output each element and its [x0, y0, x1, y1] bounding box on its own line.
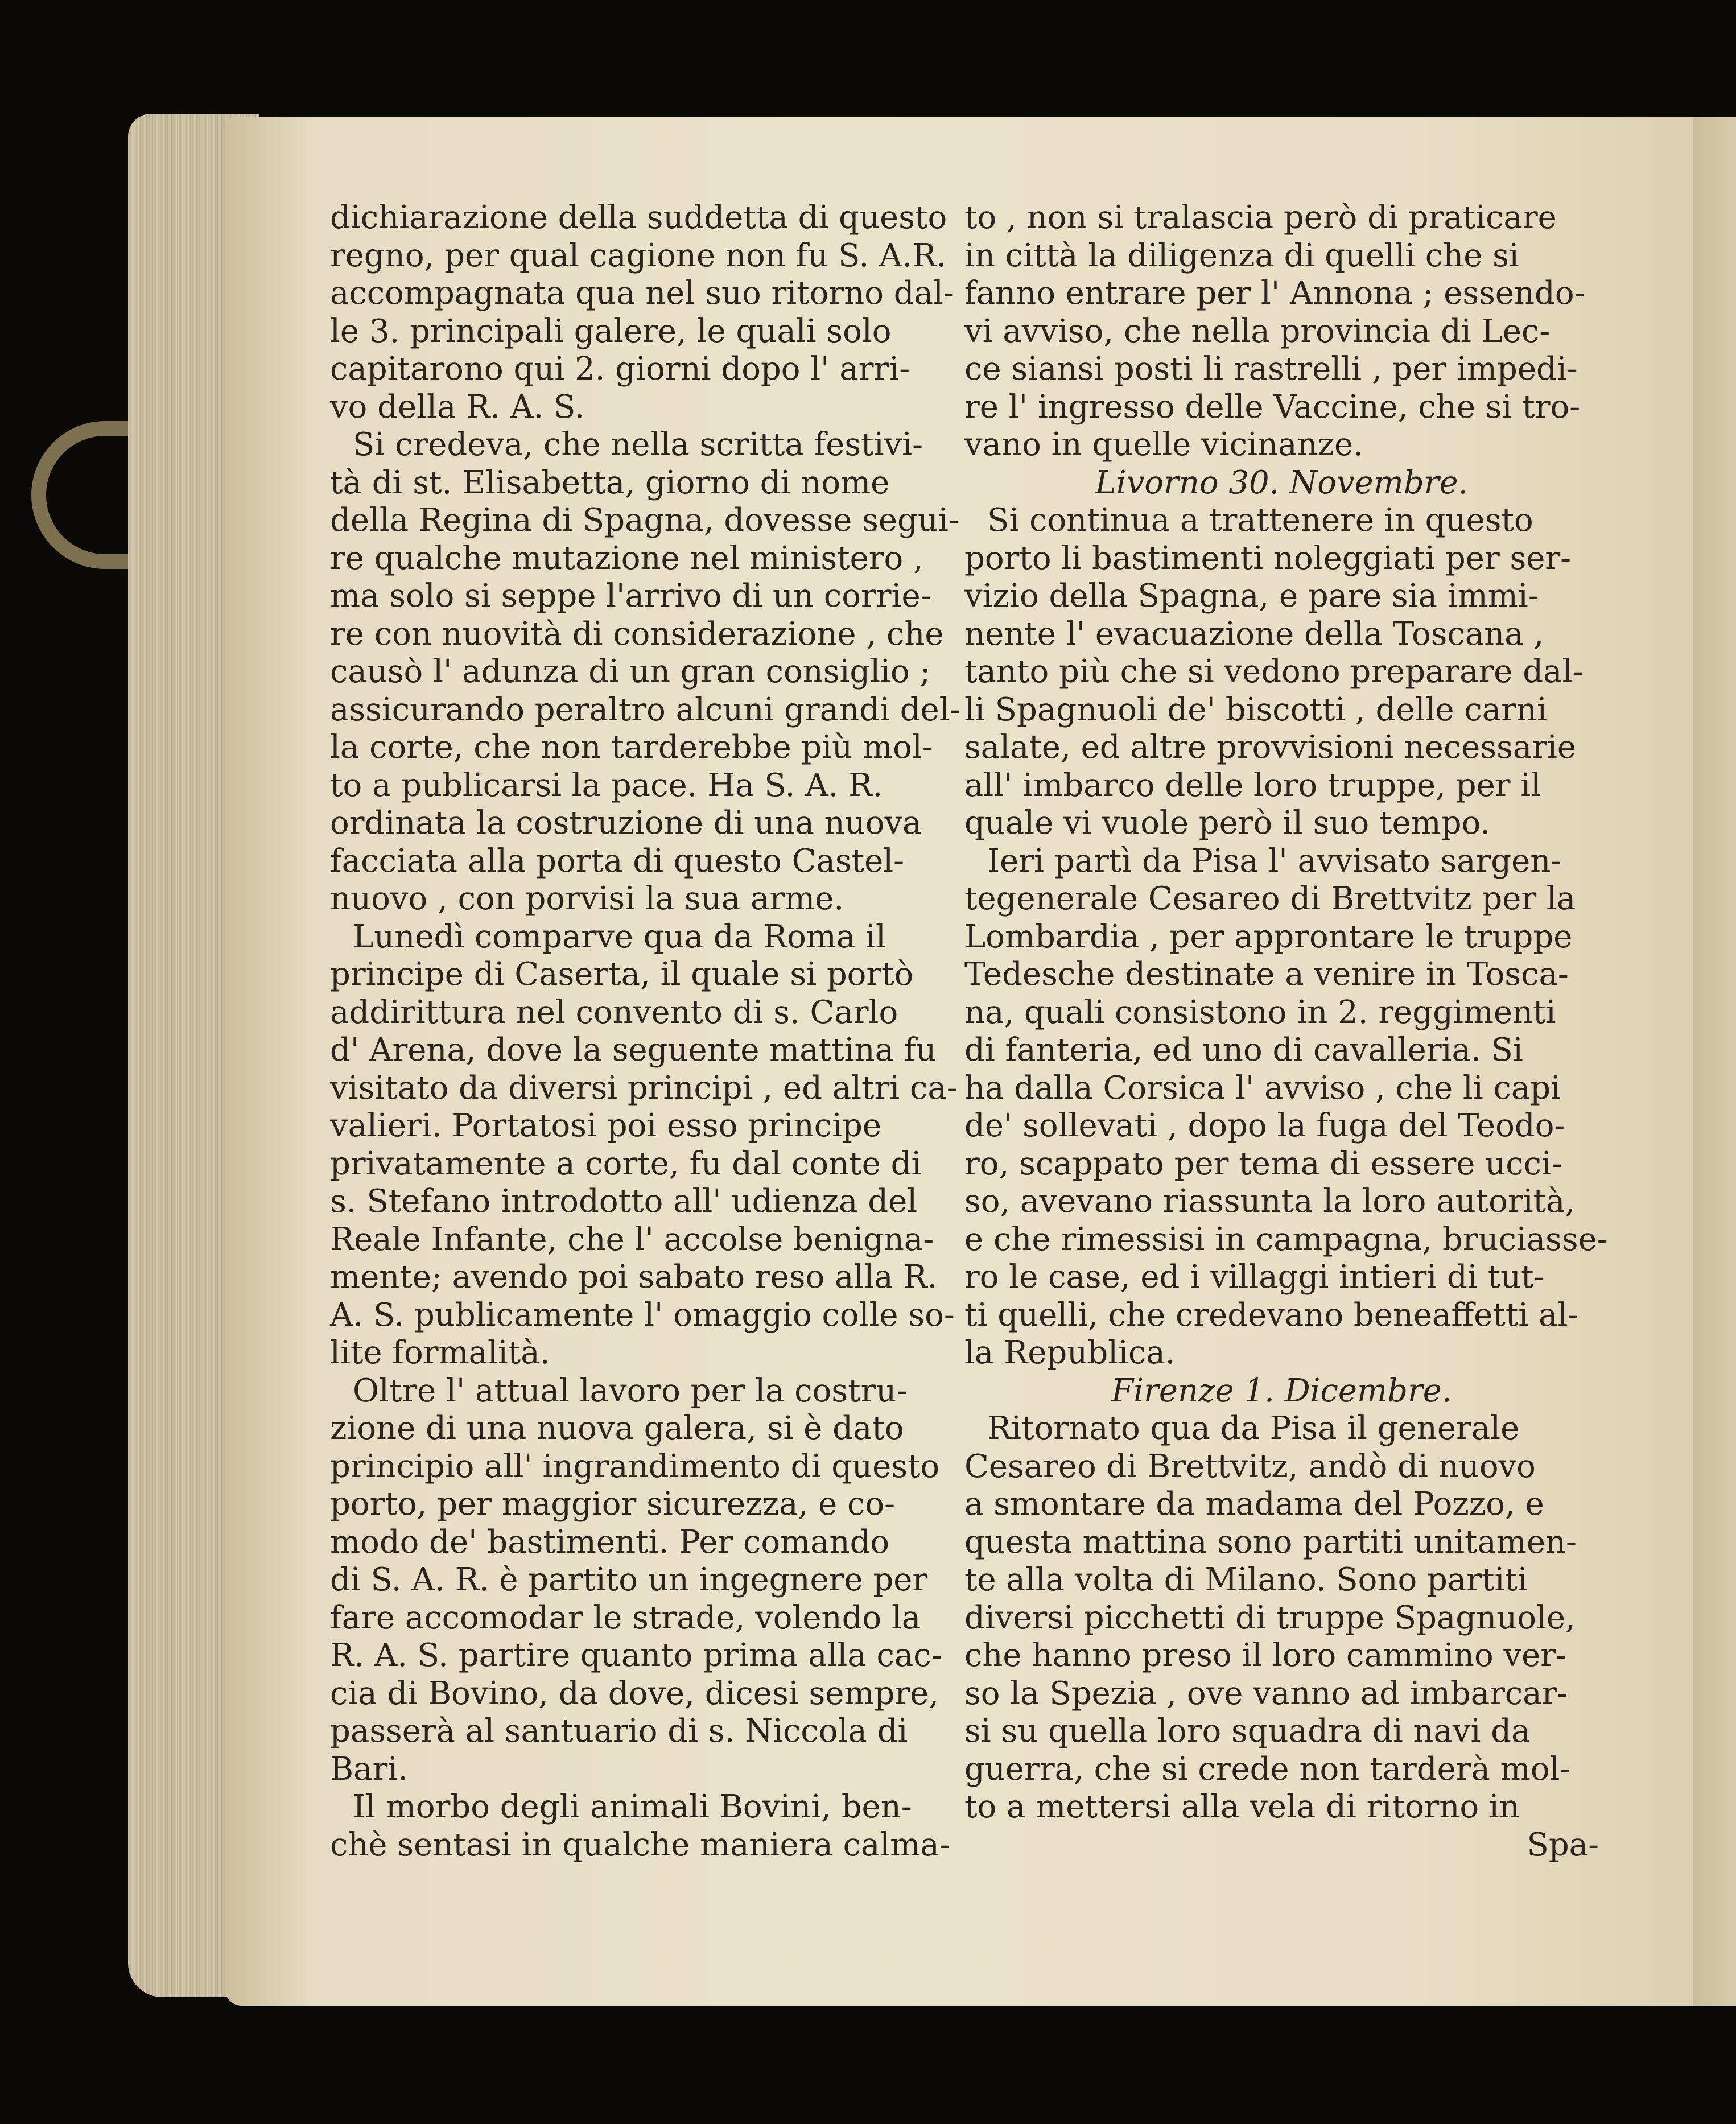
text-line: tanto più che si vedono preparare dal- — [964, 653, 1584, 690]
text-line: ordinata la costruzione di una nuova — [330, 805, 922, 842]
text-line: Lunedì comparve qua da Roma il — [353, 918, 886, 955]
text-line: vano in quelle vicinanze. — [964, 426, 1363, 463]
text-line: A. S. publicamente l' omaggio colle so- — [330, 1296, 955, 1334]
text-line: na, quali consistono in 2. reggimenti — [964, 993, 1556, 1031]
text-line: Bari. — [330, 1750, 409, 1788]
text-line: che hanno preso il loro cammino ver- — [964, 1637, 1566, 1674]
text-line: nuovo , con porvisi la sua arme. — [330, 880, 844, 917]
text-line: Cesareo di Brettvitz, andò di nuovo — [964, 1447, 1536, 1485]
text-line: della Regina di Spagna, dovesse segui- — [330, 502, 959, 539]
text-line: ro, scappato per tema di essere ucci- — [964, 1145, 1562, 1182]
text-line: re l' ingresso delle Vaccine, che si tro- — [964, 388, 1581, 426]
text-line: ro le case, ed i villaggi intieri di tut- — [964, 1259, 1545, 1296]
text-line: d' Arena, dove la seguente mattina fu — [330, 1032, 937, 1069]
text-line: s. Stefano introdotto all' udienza del — [330, 1183, 918, 1220]
text-line: principio all' ingrandimento di questo — [330, 1447, 940, 1485]
text-line: Si continua a trattenere in questo — [987, 502, 1533, 539]
text-line: chè sentasi in qualche maniera calma- — [330, 1826, 950, 1863]
text-line: Tedesche destinate a venire in Tosca- — [964, 956, 1569, 993]
text-line: porto, per maggior sicurezza, e co- — [330, 1486, 896, 1523]
text-line: zione di una nuova galera, si è dato — [330, 1410, 904, 1447]
text-line: de' sollevati , dopo la fuga del Teodo- — [964, 1107, 1565, 1144]
text-line: quale vi vuole però il suo tempo. — [964, 805, 1491, 842]
text-line: vo della R. A. S. — [330, 388, 585, 426]
text-line: privatamente a corte, fu dal conte di — [330, 1145, 922, 1182]
text-line: diversi picchetti di truppe Spagnuole, — [964, 1599, 1576, 1636]
text-line: li Spagnuoli de' biscotti , delle carni — [964, 691, 1547, 728]
text-line: addirittura nel convento di s. Carlo — [330, 993, 898, 1031]
text-line: to a mettersi alla vela di ritorno in — [964, 1788, 1520, 1825]
right-column-lines — [964, 199, 1608, 1864]
text-line: di S. A. R. è partito un ingegnere per — [330, 1561, 928, 1598]
text-line: te alla volta di Milano. Sono partiti — [964, 1561, 1528, 1598]
text-line: e che rimessisi in campagna, bruciasse- — [964, 1220, 1608, 1258]
text-line: re qualche mutazione nel ministero , — [330, 539, 923, 577]
text-line: causò l' adunza di un gran consiglio ; — [330, 653, 931, 690]
text-line: ma solo si seppe l'arrivo di un corrie- — [330, 578, 931, 614]
text-line: Ieri partì da Pisa l' avvisato sargen- — [987, 842, 1562, 880]
text-line: capitarono qui 2. giorni dopo l' arri- — [330, 350, 910, 387]
text-line: la Republica. — [964, 1334, 1176, 1371]
text-line: ti quelli, che credevano beneaffetti al- — [964, 1296, 1579, 1334]
text-line: fanno entrare per l' Annona ; essendo- — [964, 275, 1585, 312]
text-line: a smontare da madama del Pozzo, e — [964, 1486, 1544, 1523]
dateline-heading: Livorno 30. Novembre. — [1095, 464, 1469, 501]
text-line: questa mattina sono partiti unitamen- — [964, 1523, 1577, 1561]
text-line: mente; avendo poi sabato reso alla R. — [330, 1259, 938, 1296]
text-line: to , non si tralascia però di praticare — [964, 199, 1557, 236]
text-line: passerà al santuario di s. Niccola di — [330, 1713, 908, 1750]
text-line: la corte, che non tarderebbe più mol- — [330, 729, 933, 766]
text-line: porto li bastimenti noleggiati per ser- — [964, 539, 1572, 577]
facing-page-edge — [1693, 117, 1736, 2006]
text-line: modo de' bastimenti. Per comando — [330, 1523, 890, 1561]
text-line: vi avviso, che nella provincia di Lec- — [964, 312, 1551, 350]
text-line: Si credeva, che nella scritta festivi- — [353, 426, 923, 463]
text-line: facciata alla porta di questo Castel- — [330, 842, 905, 880]
text-line: assicurando peraltro alcuni grandi del- — [330, 691, 960, 728]
text-line: in città la diligenza di quelli che si — [964, 237, 1519, 274]
text-line: Il morbo degli animali Bovini, ben- — [353, 1788, 912, 1825]
text-line: regno, per qual cagione non fu S. A.R. — [330, 237, 947, 274]
text-line: Reale Infante, che l' accolse benigna- — [330, 1220, 934, 1258]
text-line: Ritornato qua da Pisa il generale — [987, 1410, 1520, 1447]
text-line: si su quella loro squadra di navi da — [964, 1713, 1531, 1750]
left-column-lines — [330, 199, 964, 1864]
text-line: tegenerale Cesareo di Brettvitz per la — [964, 880, 1576, 917]
text-line: ce siansi posti li rastrelli , per impedi- — [964, 350, 1578, 387]
text-line: to a publicarsi la pace. Ha S. A. R. — [330, 766, 883, 804]
text-line: visitato da diversi principi , ed altri ca- — [330, 1069, 958, 1107]
text-line: re con nuovità di considerazione , che — [330, 615, 944, 653]
text-line: guerra, che si crede non tarderà mol- — [964, 1750, 1571, 1788]
text-line: Lombardia , per approntare le truppe — [964, 918, 1573, 955]
text-line: fare accomodar le strade, volendo la — [330, 1599, 921, 1636]
text-line: R. A. S. partire quanto prima alla cac- — [330, 1637, 942, 1674]
text-line: Spa- — [1527, 1826, 1599, 1863]
text-line: dichiarazione della suddetta di questo — [330, 199, 947, 236]
text-line: principe di Caserta, il quale si portò — [330, 956, 914, 993]
text-line: valieri. Portatosi poi esso principe — [330, 1107, 881, 1144]
text-line: tà di st. Elisabetta, giorno di nome — [330, 464, 890, 501]
text-line: Oltre l' attual lavoro per la costru- — [353, 1372, 908, 1409]
text-line: cia di Bovino, da dove, dicesi sempre, — [330, 1675, 939, 1712]
text-line: vizio della Spagna, e pare sia immi- — [964, 578, 1539, 614]
text-line: lite formalità. — [330, 1334, 550, 1371]
left-text-column — [330, 199, 964, 1864]
dateline-heading: Firenze 1. Dicembre. — [1111, 1372, 1452, 1409]
right-text-column — [964, 199, 1608, 1864]
text-line: nente l' evacuazione della Toscana , — [964, 615, 1544, 653]
text-line: so la Spezia , ove vanno ad imbarcar- — [964, 1675, 1568, 1712]
text-line: accompagnata qua nel suo ritorno dal- — [330, 275, 954, 312]
text-line: salate, ed altre provvisioni necessarie — [964, 729, 1577, 766]
text-line: di fanteria, ed uno di cavalleria. Si — [964, 1032, 1523, 1069]
text-line: all' imbarco delle loro truppe, per il — [964, 766, 1541, 804]
text-line: so, avevano riassunta la loro autorità, — [964, 1183, 1576, 1220]
text-line: ha dalla Corsica l' avviso , che li capi — [964, 1069, 1561, 1107]
text-line: le 3. principali galere, le quali solo — [330, 312, 892, 350]
